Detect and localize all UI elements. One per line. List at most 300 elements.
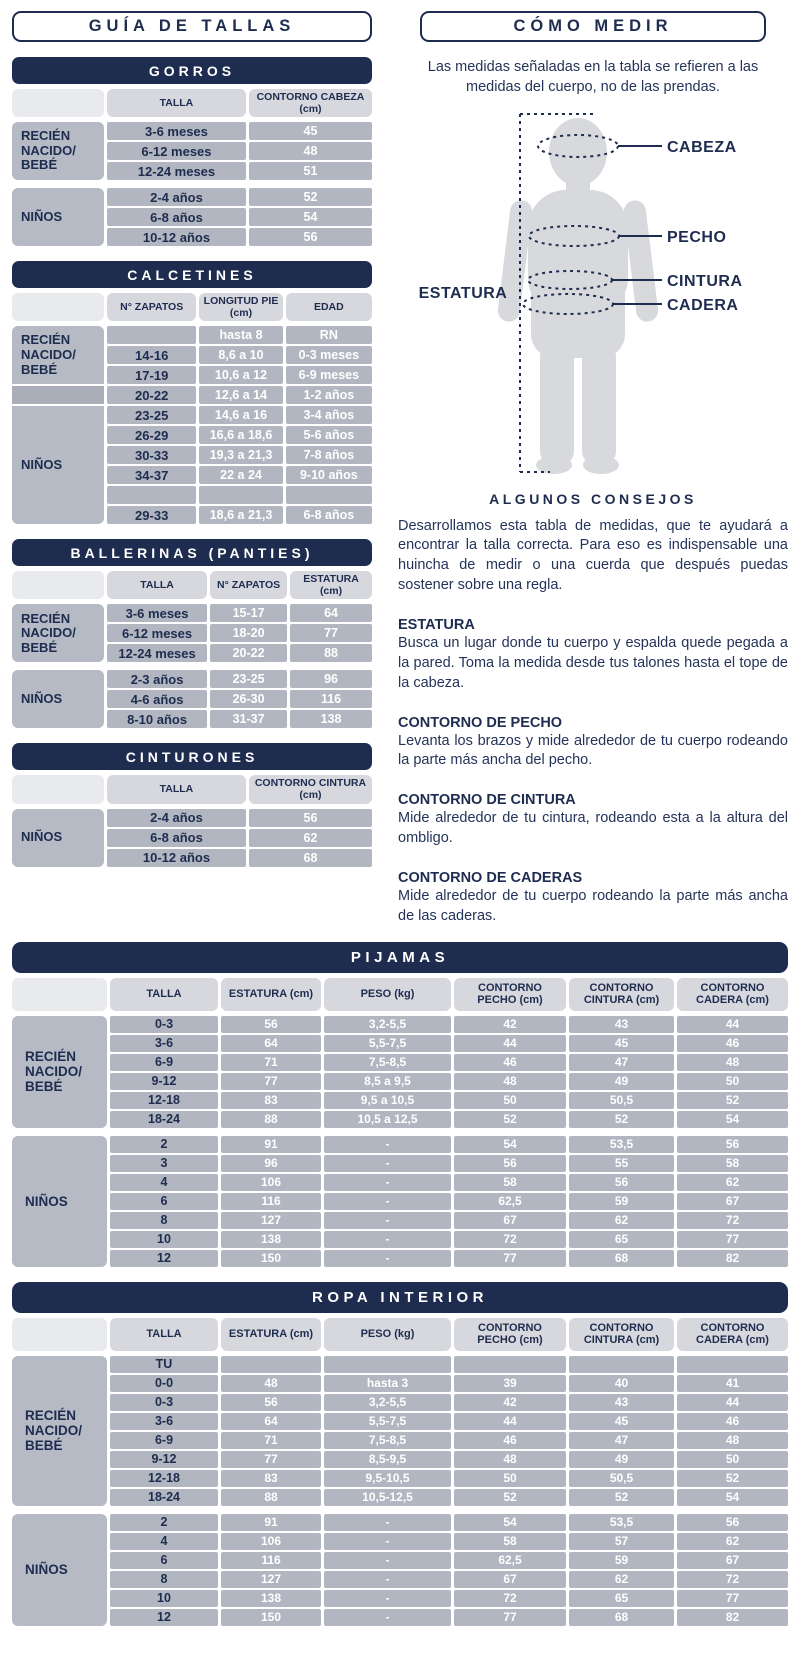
contorno-caderas-heading: CONTORNO DE CADERAS: [398, 870, 583, 887]
column-header: EDAD: [286, 293, 372, 321]
table-cell: 77: [290, 624, 372, 642]
corner-cell: [12, 293, 104, 321]
table-row: [110, 1571, 788, 1588]
table-cell: 52: [569, 1111, 674, 1128]
table-cell: 116: [221, 1552, 321, 1569]
group-label: NIÑOS: [12, 1136, 107, 1267]
table-row: [110, 1035, 788, 1052]
contorno-cintura-heading: CONTORNO DE CINTURA: [398, 792, 576, 809]
table-cell: 10,5-12,5: [324, 1489, 451, 1506]
column-header: ESTATURA (cm): [221, 978, 321, 1011]
contorno-pecho-heading: CONTORNO DE PECHO: [398, 714, 563, 731]
estatura-heading: ESTATURA: [398, 617, 475, 634]
table-row: [110, 1375, 788, 1392]
table-cell: 49: [569, 1073, 674, 1090]
table-cell: 82: [677, 1609, 788, 1626]
table-cell: 3-6: [110, 1413, 218, 1430]
table-cell: 10-12 años: [107, 849, 246, 867]
table-cell: 138: [290, 710, 372, 728]
table-cell: 52: [677, 1470, 788, 1487]
table-row: [107, 208, 372, 226]
table-cell: 0-3 meses: [286, 346, 372, 364]
table-cell: -: [324, 1136, 451, 1153]
table-title: PIJAMAS: [12, 942, 788, 973]
table-title: BALLERINAS (PANTIES): [12, 539, 372, 566]
table-cell: 0-3: [110, 1394, 218, 1411]
table-cell: 4: [110, 1533, 218, 1550]
table-row: [110, 1413, 788, 1430]
table-row: [107, 326, 372, 344]
table-cell: -: [324, 1552, 451, 1569]
table-cell: 1-2 años: [286, 386, 372, 404]
table-cell: -: [324, 1155, 451, 1172]
table-cell: 58: [454, 1533, 566, 1550]
table-row: [110, 1489, 788, 1506]
row-group: [12, 1016, 788, 1128]
table-cell: 8,6 a 10: [199, 346, 282, 364]
size-guide-title-box: [12, 11, 372, 42]
table-cell: 12-18: [110, 1470, 218, 1487]
table-cell: 52: [454, 1489, 566, 1506]
column-header: TALLA: [110, 1318, 218, 1351]
table-cell: 4: [110, 1174, 218, 1191]
how-to-measure-title-box: [420, 11, 766, 42]
table-cell: 43: [569, 1394, 674, 1411]
table-row: [110, 1136, 788, 1153]
table-cell: -: [324, 1174, 451, 1191]
table-cell: 6-8 años: [286, 506, 372, 524]
column-header: LONGITUD PIE (cm): [199, 293, 282, 321]
table-cell: 3-4 años: [286, 406, 372, 424]
table-cell: 106: [221, 1174, 321, 1191]
table-cell: 0-0: [110, 1375, 218, 1392]
table-cell: [286, 486, 372, 504]
table-row: [110, 1155, 788, 1172]
table-body: [12, 326, 372, 524]
table-cell: 9,5 a 10,5: [324, 1092, 451, 1109]
table-cell: 56: [454, 1155, 566, 1172]
table-cell: 83: [221, 1092, 321, 1109]
table-cell: 150: [221, 1250, 321, 1267]
group-label: NIÑOS: [12, 188, 104, 246]
table-body: [12, 1016, 788, 1267]
table-cell: 44: [677, 1016, 788, 1033]
table-header-row: [12, 978, 788, 1011]
table-cell: 34-37: [107, 466, 196, 484]
table-cell: 14,6 a 16: [199, 406, 282, 424]
table-row: [107, 406, 372, 424]
group-label: RECIÉN NACIDO/ BEBÉ: [12, 122, 104, 180]
table-body: [12, 809, 372, 867]
table-title: CALCETINES: [12, 261, 372, 288]
table-cell: 10-12 años: [107, 228, 246, 246]
table-cell: 6-12 meses: [107, 142, 246, 160]
table-row: [110, 1394, 788, 1411]
row-group: [12, 326, 372, 384]
table-cell: 44: [677, 1394, 788, 1411]
table-cell: 7,5-8,5: [324, 1054, 451, 1071]
group-label: NIÑOS: [12, 406, 104, 524]
table-cell: 82: [677, 1250, 788, 1267]
ropa-interior-table: [12, 1282, 788, 1626]
table-cell: 138: [221, 1231, 321, 1248]
group-rows: [110, 1016, 788, 1128]
table-cell: 106: [221, 1533, 321, 1550]
group-rows: [107, 122, 372, 180]
table-cell: 71: [221, 1054, 321, 1071]
contorno-caderas-section: [398, 870, 788, 927]
right-column: [398, 11, 788, 927]
table-cell: [454, 1356, 566, 1373]
table-row: [107, 506, 372, 524]
table-cell: 72: [454, 1590, 566, 1607]
table-cell: 72: [677, 1571, 788, 1588]
table-row: [107, 366, 372, 384]
table-cell: 41: [677, 1375, 788, 1392]
group-rows: [107, 188, 372, 246]
cinturones-table: [12, 743, 372, 866]
table-row: [110, 1231, 788, 1248]
table-cell: 17-19: [107, 366, 196, 384]
table-row: [110, 1552, 788, 1569]
table-body: [12, 122, 372, 246]
table-cell: 12-24 meses: [107, 162, 246, 180]
table-cell: 48: [677, 1432, 788, 1449]
table-cell: 30-33: [107, 446, 196, 464]
table-cell: 59: [569, 1193, 674, 1210]
corner-cell: [12, 89, 104, 117]
cadera-label: CADERA: [667, 296, 739, 314]
table-cell: 12: [110, 1250, 218, 1267]
table-cell: 8: [110, 1571, 218, 1588]
table-cell: 2-4 años: [107, 188, 246, 206]
tips-title: ALGUNOS CONSEJOS: [489, 490, 697, 507]
corner-cell: [12, 571, 104, 599]
column-header: PESO (kg): [324, 1318, 451, 1351]
table-cell: 56: [677, 1136, 788, 1153]
table-cell: 127: [221, 1571, 321, 1588]
table-cell: 14-16: [107, 346, 196, 364]
table-row: [107, 386, 372, 404]
table-cell: 48: [221, 1375, 321, 1392]
column-header: CONTORNO CINTURA (cm): [569, 1318, 674, 1351]
cintura-label: CINTURA: [667, 272, 743, 290]
estatura-label: ESTATURA: [418, 284, 508, 302]
corner-cell: [12, 775, 104, 803]
table-row: [110, 1356, 788, 1373]
top-two-columns: [12, 11, 788, 927]
table-cell: 12: [110, 1609, 218, 1626]
column-header: CONTORNO CADERA (cm): [677, 1318, 788, 1351]
table-cell: 67: [677, 1552, 788, 1569]
table-cell: 65: [569, 1231, 674, 1248]
column-header: CONTORNO PECHO (cm): [454, 1318, 566, 1351]
table-cell: 2: [110, 1514, 218, 1531]
table-cell: 91: [221, 1514, 321, 1531]
table-cell: 53,5: [569, 1514, 674, 1531]
table-cell: 62: [569, 1571, 674, 1588]
table-cell: 3-6 meses: [107, 604, 207, 622]
table-cell: 62: [677, 1174, 788, 1191]
table-row: [110, 1451, 788, 1468]
row-group: [12, 386, 372, 404]
column-header: CONTORNO CINTURA (cm): [249, 775, 372, 803]
table-cell: 47: [569, 1432, 674, 1449]
table-cell: 62,5: [454, 1552, 566, 1569]
table-cell: -: [324, 1533, 451, 1550]
table-cell: 2: [110, 1136, 218, 1153]
table-row: [110, 1609, 788, 1626]
table-cell: 6: [110, 1193, 218, 1210]
table-cell: -: [324, 1514, 451, 1531]
table-cell: 96: [290, 670, 372, 688]
table-cell: 9-10 años: [286, 466, 372, 484]
column-header: ESTATURA (cm): [221, 1318, 321, 1351]
group-rows: [110, 1136, 788, 1267]
table-cell: [569, 1356, 674, 1373]
group-label: NIÑOS: [12, 1514, 107, 1626]
table-cell: 96: [221, 1155, 321, 1172]
table-cell: 54: [454, 1136, 566, 1153]
table-cell: 50,5: [569, 1092, 674, 1109]
table-cell: 50: [454, 1470, 566, 1487]
table-cell: 44: [454, 1413, 566, 1430]
table-cell: hasta 3: [324, 1375, 451, 1392]
table-cell: 64: [221, 1413, 321, 1430]
table-cell: 29-33: [107, 506, 196, 524]
table-cell: 4-6 años: [107, 690, 207, 708]
table-cell: 3-6: [110, 1035, 218, 1052]
table-cell: 138: [221, 1590, 321, 1607]
table-row: [107, 809, 372, 827]
table-cell: 50: [677, 1451, 788, 1468]
row-group: [12, 1514, 788, 1626]
table-cell: 48: [677, 1054, 788, 1071]
table-row: [110, 1174, 788, 1191]
table-cell: -: [324, 1609, 451, 1626]
table-cell: 3-6 meses: [107, 122, 246, 140]
table-cell: 58: [454, 1174, 566, 1191]
gorros-table: [12, 57, 372, 246]
table-title: CINTURONES: [12, 743, 372, 770]
table-cell: 10: [110, 1231, 218, 1248]
column-header: TALLA: [110, 978, 218, 1011]
table-cell: [324, 1356, 451, 1373]
pijamas-table: [12, 942, 788, 1267]
table-cell: 50: [454, 1092, 566, 1109]
row-group: [12, 604, 372, 662]
measure-intro-text: Las medidas señaladas en la tabla se refieren a las medidas del cuerpo, no de las prendas.: [427, 59, 759, 96]
table-row: [107, 466, 372, 484]
table-cell: 6-9 meses: [286, 366, 372, 384]
table-cell: 46: [677, 1035, 788, 1052]
table-cell: 53,5: [569, 1136, 674, 1153]
table-cell: 52: [677, 1092, 788, 1109]
row-group: [12, 122, 372, 180]
table-cell: 46: [677, 1413, 788, 1430]
table-cell: 3,2-5,5: [324, 1394, 451, 1411]
calcetines-table: [12, 261, 372, 524]
table-cell: 23-25: [107, 406, 196, 424]
child-silhouette: [497, 118, 660, 474]
table-cell: 88: [221, 1489, 321, 1506]
column-header: PESO (kg): [324, 978, 451, 1011]
table-cell: 55: [569, 1155, 674, 1172]
table-cell: 64: [290, 604, 372, 622]
table-row: [107, 122, 372, 140]
table-cell: -: [324, 1571, 451, 1588]
table-cell: 2-3 años: [107, 670, 207, 688]
table-header-row: [12, 571, 372, 599]
table-row: [107, 142, 372, 160]
table-cell: 6-12 meses: [107, 624, 207, 642]
table-row: [107, 829, 372, 847]
table-cell: 23-25: [210, 670, 287, 688]
table-row: [107, 710, 372, 728]
table-cell: 88: [290, 644, 372, 662]
table-cell: 88: [221, 1111, 321, 1128]
table-cell: 48: [454, 1073, 566, 1090]
table-cell: 57: [569, 1533, 674, 1550]
group-label: NIÑOS: [12, 670, 104, 728]
table-cell: 62: [569, 1212, 674, 1229]
table-cell: 20-22: [107, 386, 196, 404]
table-cell: 68: [569, 1609, 674, 1626]
table-cell: 18-24: [110, 1489, 218, 1506]
table-cell: 77: [677, 1231, 788, 1248]
group-rows: [110, 1356, 788, 1506]
table-cell: 50: [677, 1073, 788, 1090]
table-header-row: [12, 89, 372, 117]
table-header-row: [12, 775, 372, 803]
table-cell: 42: [454, 1394, 566, 1411]
table-cell: 6-8 años: [107, 829, 246, 847]
table-cell: 54: [454, 1514, 566, 1531]
table-cell: 6-8 años: [107, 208, 246, 226]
table-cell: 6: [110, 1552, 218, 1569]
table-cell: 5-6 años: [286, 426, 372, 444]
table-title: GORROS: [12, 57, 372, 84]
table-cell: 3,2-5,5: [324, 1016, 451, 1033]
table-cell: 2-4 años: [107, 809, 246, 827]
table-row: [110, 1432, 788, 1449]
table-row: [110, 1054, 788, 1071]
table-cell: 68: [569, 1250, 674, 1267]
group-rows: [107, 326, 372, 384]
table-cell: 18,6 a 21,3: [199, 506, 282, 524]
table-cell: 150: [221, 1609, 321, 1626]
table-cell: TU: [110, 1356, 218, 1373]
table-cell: 8-10 años: [107, 710, 207, 728]
table-cell: 67: [454, 1571, 566, 1588]
table-cell: 77: [221, 1073, 321, 1090]
group-rows: [107, 604, 372, 662]
group-rows: [107, 386, 372, 404]
left-column: [12, 11, 372, 927]
table-cell: 116: [290, 690, 372, 708]
table-title: ROPA INTERIOR: [12, 1282, 788, 1313]
table-cell: 31-37: [210, 710, 287, 728]
table-cell: -: [324, 1212, 451, 1229]
table-row: [110, 1073, 788, 1090]
tips-text: Desarrollamos esta tabla de medidas, que te ayudará a encontrar la talla correcta. Para eso es indispensable una huincha de medir o una cuerda que después puedas sostener sobre una regla.: [398, 517, 788, 594]
table-row: [107, 849, 372, 867]
table-cell: 10: [110, 1590, 218, 1607]
table-row: [107, 426, 372, 444]
table-row: [110, 1590, 788, 1607]
table-body: [12, 1356, 788, 1626]
table-row: [110, 1092, 788, 1109]
table-cell: 42: [454, 1016, 566, 1033]
table-cell: 116: [221, 1193, 321, 1210]
column-header: ESTATURA (cm): [290, 571, 372, 599]
table-cell: 64: [221, 1035, 321, 1052]
contorno-caderas-text: Mide alrededor de tu cuerpo rodeando la parte más ancha de las caderas.: [398, 888, 788, 924]
group-rows: [107, 809, 372, 867]
child-silhouette-diagram: [408, 104, 760, 484]
table-cell: 3: [110, 1155, 218, 1172]
table-cell: 58: [677, 1155, 788, 1172]
table-cell: 44: [454, 1035, 566, 1052]
table-header-row: [12, 1318, 788, 1351]
table-cell: 127: [221, 1212, 321, 1229]
group-label: RECIÉN NACIDO/ BEBÉ: [12, 604, 104, 662]
row-group: [12, 1136, 788, 1267]
how-to-measure-title: CÓMO MEDIR: [513, 17, 673, 35]
table-cell: 45: [249, 122, 372, 140]
table-cell: -: [324, 1590, 451, 1607]
table-cell: 56: [569, 1174, 674, 1191]
table-row: [110, 1111, 788, 1128]
column-header: CONTORNO PECHO (cm): [454, 978, 566, 1011]
table-cell: 6-9: [110, 1432, 218, 1449]
table-cell: 56: [249, 228, 372, 246]
table-cell: 59: [569, 1552, 674, 1569]
table-cell: 65: [569, 1590, 674, 1607]
table-body: [12, 604, 372, 728]
table-cell: RN: [286, 326, 372, 344]
table-cell: 52: [569, 1489, 674, 1506]
table-cell: 18-20: [210, 624, 287, 642]
group-label: RECIÉN NACIDO/ BEBÉ: [12, 1016, 107, 1128]
table-cell: 9,5-10,5: [324, 1470, 451, 1487]
table-cell: 8,5-9,5: [324, 1451, 451, 1468]
corner-cell: [12, 978, 107, 1011]
contorno-cintura-section: [398, 792, 788, 849]
row-group: [12, 809, 372, 867]
table-cell: 8,5 a 9,5: [324, 1073, 451, 1090]
table-cell: 7,5-8,5: [324, 1432, 451, 1449]
table-row: [107, 162, 372, 180]
table-cell: 56: [221, 1394, 321, 1411]
table-cell: 77: [454, 1609, 566, 1626]
table-cell: 67: [677, 1193, 788, 1210]
table-cell: 5,5-7,5: [324, 1035, 451, 1052]
table-row: [107, 228, 372, 246]
table-cell: 46: [454, 1054, 566, 1071]
pecho-label: PECHO: [667, 228, 727, 246]
table-cell: 71: [221, 1432, 321, 1449]
group-rows: [107, 406, 372, 524]
table-cell: 77: [677, 1590, 788, 1607]
table-cell: 56: [249, 809, 372, 827]
table-cell: 22 a 24: [199, 466, 282, 484]
table-cell: 43: [569, 1016, 674, 1033]
table-row: [107, 346, 372, 364]
table-row: [110, 1470, 788, 1487]
table-cell: [221, 1356, 321, 1373]
table-cell: 48: [249, 142, 372, 160]
